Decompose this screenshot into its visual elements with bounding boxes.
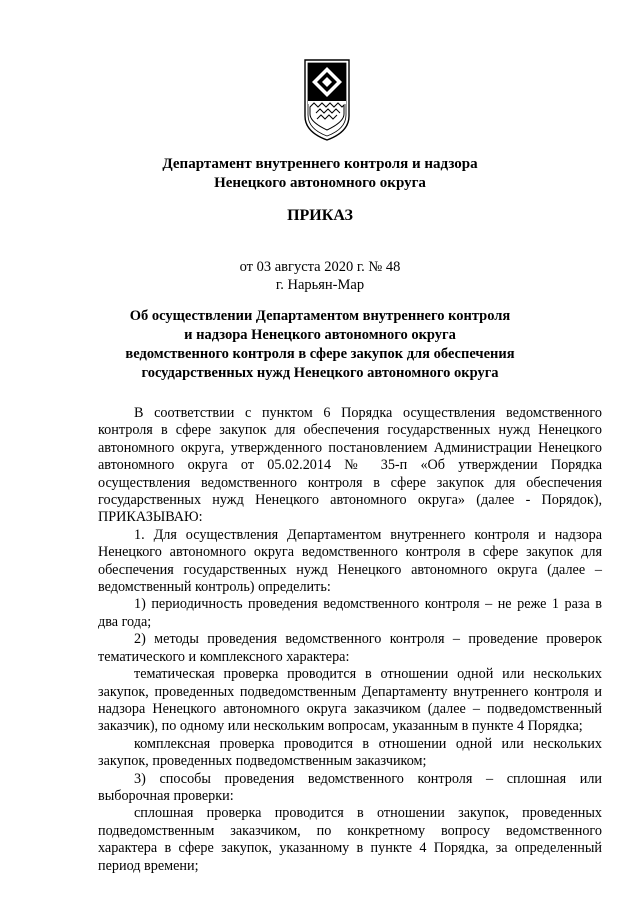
document-meta bbox=[0, 258, 640, 294]
title-line-4: государственных нужд Ненецкого автономного округа bbox=[141, 365, 499, 381]
document-body bbox=[98, 405, 602, 875]
paragraph: сплошная проверка проводится в отношении закупок, проведенных подведомственным заказчиком, по конкретному вопросу ведомственного характера в сфере закупок, указанному в пункте 4 Порядка, за определенный период времени; bbox=[98, 805, 602, 874]
document-type: ПРИКАЗ bbox=[287, 207, 353, 224]
city: г. Нарьян-Мар bbox=[275, 277, 365, 293]
title-line-1: Об осуществлении Департаментом внутреннего контроля bbox=[129, 308, 511, 324]
department-name bbox=[0, 155, 640, 193]
title-line-3: ведомственного контроля в сфере закупок для обеспечения bbox=[125, 346, 515, 362]
date-number: от 03 августа 2020 г. № 48 bbox=[239, 259, 401, 275]
paragraph: В соответствии с пунктом 6 Порядка осуществления ведомственного контроля в сфере закупок для обеспечения государственных нужд Ненецкого автономного округа, утвержденного постановлением Администрации Ненецкого автономного округа от 05.02.2014 № 35-п «Об утверждении Порядка осуществления ведомственного контроля в сфере закупок для обеспечения государственных нужд Ненецкого автономного округа» (далее - Порядок), ПРИКАЗЫВАЮ: bbox=[98, 405, 602, 526]
coat-of-arms-icon bbox=[302, 58, 352, 142]
department-line-2: Ненецкого автономного округа bbox=[214, 175, 426, 191]
document-title bbox=[0, 307, 640, 383]
paragraph: 1. Для осуществления Департаментом внутреннего контроля и надзора Ненецкого автономного округа ведомственного контроля в сфере закупок для обеспечения государственных нужд Ненецкого автономного округа (далее – ведомственный контроль) определить: bbox=[98, 526, 602, 596]
paragraph: комплексная проверка проводится в отношении одной или нескольких закупок, проведенных подведомственным заказчиком; bbox=[98, 735, 602, 770]
paragraph: 3) способы проведения ведомственного контроля – сплошная или выборочная проверки: bbox=[98, 770, 602, 804]
paragraph: 1) периодичность проведения ведомственного контроля – не реже 1 раза в два года; bbox=[98, 596, 602, 630]
paragraph: 2) методы проведения ведомственного контроля – проведение проверок тематического и комплексного характера: bbox=[98, 631, 602, 665]
paragraph: тематическая проверка проводится в отношении одной или нескольких закупок, проведенных подведомственным Департаменту внутреннего контроля и надзора Ненецкого автономного округа заказчиком (далее – подведомственный заказчик), по одному или нескольким вопросам, указанным в пункте 4 Порядка; bbox=[98, 666, 602, 735]
title-line-2: и надзора Ненецкого автономного округа bbox=[184, 327, 456, 343]
department-line-1: Департамент внутреннего контроля и надзора bbox=[162, 156, 478, 172]
